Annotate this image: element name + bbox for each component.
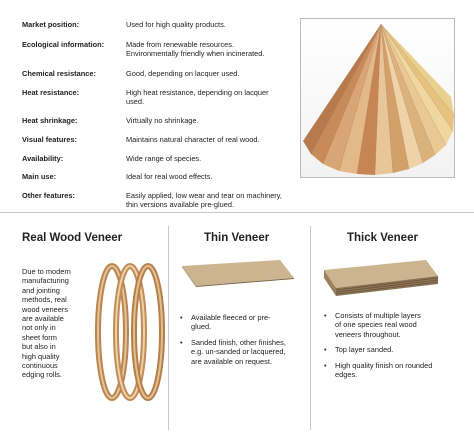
thick-veneer-title: Thick Veneer [347, 232, 418, 244]
property-value: Made from renewable resources. Environmentally friendly when incinerated. [126, 40, 265, 59]
column-divider [310, 226, 311, 430]
property-value: Maintains natural character of real wood. [126, 135, 260, 144]
bullet: • [324, 360, 327, 370]
property-value: Wide range of species. [126, 154, 202, 163]
property-key: Heat shrinkage: [22, 116, 78, 125]
property-key: Main use: [22, 172, 57, 181]
column-divider [168, 226, 169, 430]
bullet: • [324, 345, 327, 355]
property-value: High heat resistance, depending on lacquer used. [126, 88, 269, 107]
property-value: Ideal for real wood effects. [126, 172, 213, 181]
list-item [180, 313, 308, 332]
thin-veneer-title: Thin Veneer [204, 232, 270, 244]
bullet: • [180, 337, 183, 347]
property-value: Virtually no shrinkage. [126, 116, 199, 125]
thick-veneer-features [324, 311, 452, 385]
feature-text: Top layer sanded. [335, 345, 394, 355]
property-value: Used for high quality products. [126, 20, 226, 29]
property-key: Visual features: [22, 135, 77, 144]
feature-text: High quality finish on rounded edges. [335, 360, 433, 380]
property-key: Availability: [22, 154, 64, 163]
property-value: Good, depending on lacquer used. [126, 69, 240, 78]
feature-text: Sanded finish, other finishes, e.g. un-sanded or lacquered, are available on request. [191, 337, 286, 366]
thick-veneer-sheet-image [322, 256, 440, 298]
property-value: Easily applied, low wear and tear on machinery, thin versions available pre-glued. [126, 191, 282, 210]
list-item [324, 345, 452, 354]
real-wood-veneer-title: Real Wood Veneer [22, 232, 123, 244]
thin-veneer-sheet-image [180, 258, 296, 288]
feature-text: Consists of multiple layers of one species real wood veneers throughout. [335, 311, 421, 339]
property-key: Chemical resistance: [22, 69, 96, 78]
horizontal-divider [0, 212, 474, 213]
property-key: Heat resistance: [22, 88, 80, 97]
thin-veneer-features [180, 313, 308, 372]
property-key: Market position: [22, 20, 80, 29]
feature-text: Available fleeced or pre- glued. [191, 313, 271, 332]
real-wood-description: Due to modern manufacturing and jointing methods, real wood veneers are available not only in sheet form but also in high quality continuous edging rolls. [22, 267, 71, 380]
bullet: • [324, 311, 327, 320]
list-item [324, 311, 452, 339]
veneer-fan-image [300, 18, 455, 178]
list-item [324, 361, 452, 380]
property-key: Ecological information: [22, 40, 105, 49]
list-item [180, 338, 308, 366]
property-key: Other features: [22, 191, 75, 200]
edging-rolls-image [92, 258, 168, 406]
bullet: • [180, 313, 183, 322]
